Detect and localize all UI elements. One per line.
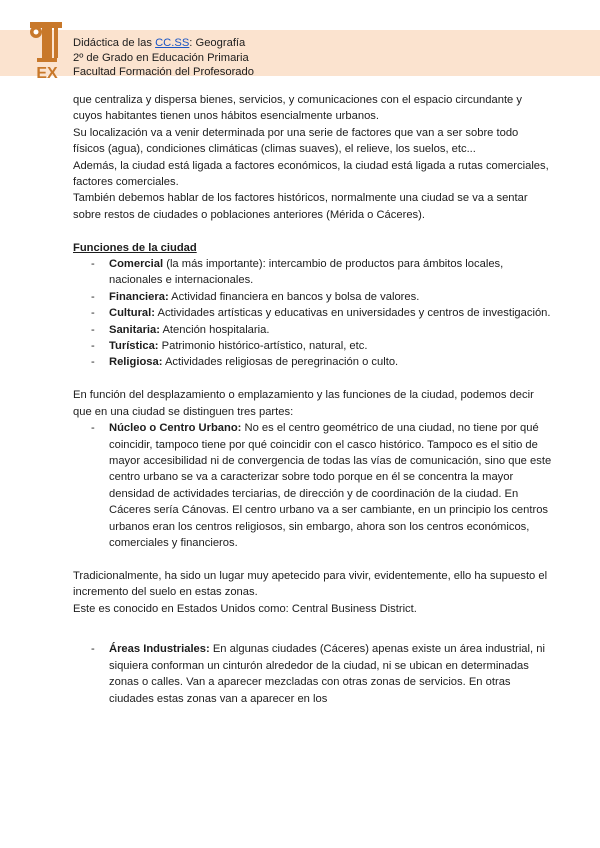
list-item: - Áreas Industriales: En algunas ciudades (Cáceres) apenas existe un área industrial, ni siquiera conforman un cinturón alrededor de la ciudad, ni se ubican en determinadas zonas o calles. Van a aparecer mezcladas con otras zonas de servicios. En otras ciudades estas zonas van a aparecer en los — [73, 641, 553, 707]
list-item: - Cultural: Actividades artísticas y educativas en universidades y centros de investigación. — [73, 305, 553, 321]
faculty-name: Facultad Formación del Profesorado — [73, 66, 254, 78]
traditionally-paragraph: Tradicionalmente, ha sido un lugar muy apetecido para vivir, evidentemente, ello ha supuesto el incremento del suelo en estas zonas. — [73, 569, 548, 599]
cbd-paragraph: Este es conocido en Estados Unidos como: Central Business District. — [73, 602, 417, 615]
intro-paragraph-1: que centraliza y dispersa bienes, servicios, y comunicaciones con el espacio circundante y cuyos habitantes tienen unos hábitos esencialmente urbanos. — [73, 94, 522, 123]
course-title: Didáctica de las CC.SS: Geografía — [73, 37, 246, 49]
university-logo — [28, 18, 66, 80]
functions-list — [73, 256, 553, 371]
intro-paragraph-3: Además, la ciudad está ligada a factores económicos, la ciudad está ligada a rutas comerciales, factores comerciales. — [73, 159, 549, 189]
intro-paragraph-2: Su localización va a venir determinada por una serie de factores que van a ser sobre todo físicos (agua), condiciones climáticas (climas suaves), el relieve, los suelos, etc... — [73, 126, 519, 156]
intro-paragraph-4: También debemos hablar de los factores históricos, normalmente una ciudad se va a sentar sobre restos de ciudades o poblaciones anteriores (Mérida o Cáceres). — [73, 192, 528, 221]
list-item: - Sanitaria: Atención hospitalaria. — [73, 322, 553, 338]
parts-list-continued — [73, 641, 553, 707]
parts-intro: En función del desplazamiento o emplazamiento y las funciones de la ciudad, podemos decir que en una ciudad se distinguen tres partes: — [73, 389, 534, 418]
logo-text: EX — [36, 65, 58, 80]
document-header — [73, 36, 254, 80]
list-item: - Religiosa: Actividades religiosas de peregrinación o culto. — [73, 354, 553, 370]
course-level: 2º de Grado en Educación Primaria — [73, 51, 249, 64]
list-item: - Comercial (la más importante): intercambio de productos para ámbitos locales, nacionales e internacionales. — [73, 256, 553, 289]
document-body — [73, 92, 553, 707]
list-item: - Turística: Patrimonio histórico-artístico, natural, etc. — [73, 338, 553, 354]
ccss-link[interactable]: CC.SS — [155, 37, 190, 49]
list-item: - Núcleo o Centro Urbano: No es el centro geométrico de una ciudad, no tiene por qué coincidir, tampoco tiene por qué coincidir con el casco histórico. Tampoco es el sitio de mayor accesibilidad ni de convergencia de todas las vías de comunicación, sino que este centro urbano se va a caracterizar sobre todo porque en él se concentra la mayor densidad de actividades terciarias, de dirección y de coordinación de la ciudad. En Cáceres sería Cánovas. El centro urbano va a ser cambiante, en un principio los centros urbanos eran los centros religiosos, sin embargo, ahora son los centros económicos, comerciales y financieros. — [73, 420, 553, 551]
list-item: - Financiera: Actividad financiera en bancos y bolsa de valores. — [73, 289, 553, 305]
parts-list — [73, 420, 553, 551]
functions-heading: Funciones de la ciudad — [73, 241, 197, 254]
